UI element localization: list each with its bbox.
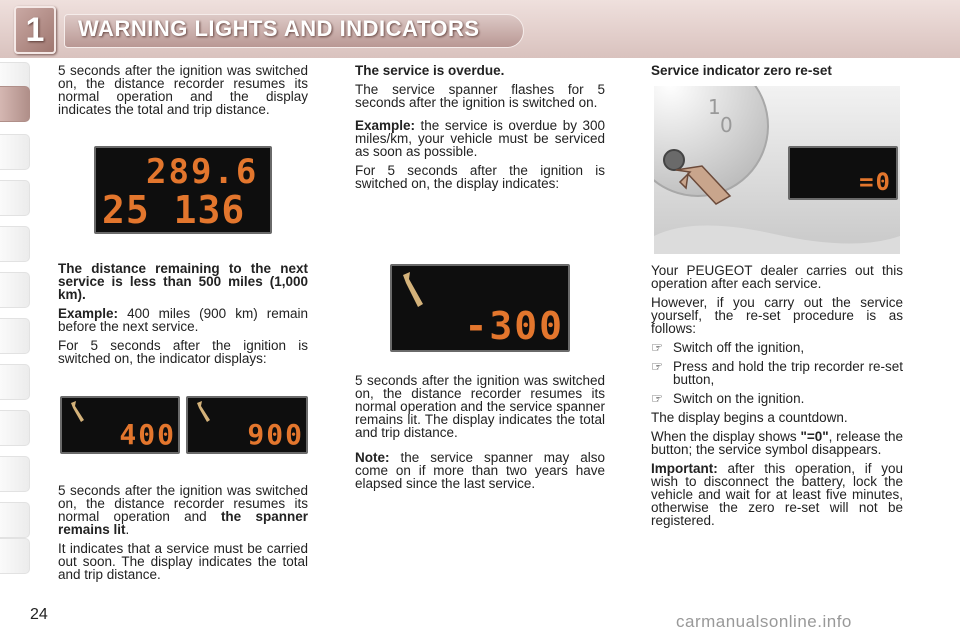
col1-last: It indicates that a service must be carried out soon. The display indicates the total and trip distance. xyxy=(58,541,308,582)
step-item xyxy=(651,360,903,386)
bullet-icon: ☞ xyxy=(651,340,664,355)
col1-example-label: Example: xyxy=(58,306,119,321)
col3-p4-bold: "=0" xyxy=(800,429,829,444)
col2-p3: 5 seconds after the ignition was switched on, the distance recorder resumes its normal operation and the service spanner remains lit. The display indicates the total and trip distance. xyxy=(355,373,605,440)
chapter-tab-active[interactable] xyxy=(0,86,30,122)
col1-para-bold: the spanner remains lit xyxy=(58,509,308,537)
chapter-tab[interactable] xyxy=(0,318,30,354)
svg-text:0: 0 xyxy=(720,113,733,137)
lcd-trip-value: 289.6 xyxy=(146,152,259,192)
col3-important-text: after this operation, if you wish to disconnect the battery, lock the vehicle and wait for at least five minutes, otherwise the zero re-set will not be registered. xyxy=(651,461,903,528)
chapter-tabs xyxy=(0,62,34,574)
col1-para-start: 5 seconds after the ignition was switched on, the distance recorder resumes its normal operation and xyxy=(58,483,308,524)
col2-heading: The service is overdue. xyxy=(355,63,505,78)
lcd-distance-display xyxy=(94,146,272,234)
col2-p2: For 5 seconds after the ignition is switched on, the display indicates: xyxy=(355,163,605,191)
chapter-tab[interactable] xyxy=(0,364,30,400)
reset-button-illustration xyxy=(654,86,900,254)
col3-p4-start: When the display shows xyxy=(651,429,801,444)
col3-p1: Your PEUGEOT dealer carries out this operation after each service. xyxy=(651,263,903,291)
step-text: Switch off the ignition, xyxy=(673,340,805,355)
chapter-tab[interactable] xyxy=(0,538,30,574)
page-number: 24 xyxy=(30,606,48,623)
col1-block3 xyxy=(58,484,308,587)
spanner-icon xyxy=(68,400,88,424)
lcd-900-value: 900 xyxy=(247,418,304,451)
lcd-900-display xyxy=(186,396,308,454)
chapter-badge xyxy=(14,6,56,54)
spanner-icon xyxy=(398,270,428,310)
bullet-icon: ☞ xyxy=(651,359,664,374)
svg-text:1: 1 xyxy=(708,95,721,119)
col1-block2 xyxy=(58,262,308,371)
col2-block2 xyxy=(355,374,605,496)
spanner-icon xyxy=(194,400,214,424)
chapter-number: 1 xyxy=(25,11,45,49)
lcd-total-value: 25 136 xyxy=(102,188,246,232)
col2-p1: The service spanner flashes for 5 seconds after the ignition is switched on. xyxy=(355,82,605,110)
chapter-tab[interactable] xyxy=(0,410,30,446)
lcd-overdue-display xyxy=(390,264,570,352)
step-text: Press and hold the trip recorder re-set button, xyxy=(673,359,903,387)
col2-example-text: the service is overdue by 300 miles/km, your vehicle must be serviced as soon as possible. xyxy=(355,118,605,159)
col3-body xyxy=(651,264,903,533)
col1-heading: The distance remaining to the next service is less than 500 miles (1,000 km). xyxy=(58,261,308,302)
bullet-icon: ☞ xyxy=(651,391,664,406)
col1-intro: 5 seconds after the ignition was switched on, the distance recorder resumes its normal operation and the display indicates the total and trip distance. xyxy=(58,63,308,117)
chapter-tab[interactable] xyxy=(0,180,30,216)
chapter-tab[interactable] xyxy=(0,272,30,308)
lcd-overdue-value: -300 xyxy=(464,304,564,348)
chapter-tab[interactable] xyxy=(0,226,30,262)
step-item xyxy=(651,392,903,405)
col2-note-label: Note: xyxy=(355,450,390,465)
chapter-tab[interactable] xyxy=(0,134,30,170)
col1-example-text: 400 miles (900 km) remain before the next service. xyxy=(58,306,308,334)
col3-important-label: Important: xyxy=(651,461,718,476)
chapter-tab[interactable] xyxy=(0,502,30,538)
col2-block1 xyxy=(355,64,605,196)
col2-example-label: Example: xyxy=(355,118,416,133)
page-title: WARNING LIGHTS AND INDICATORS xyxy=(78,16,480,41)
lcd-reset-display xyxy=(788,146,898,200)
col1-para-end: . xyxy=(125,522,130,537)
col2-note-text: the service spanner may also come on if more than two years have elapsed since the last service. xyxy=(355,450,605,491)
col3-p3: The display begins a countdown. xyxy=(651,410,848,425)
col3-heading-wrap xyxy=(651,64,903,83)
lcd-400-value: 400 xyxy=(119,418,176,451)
step-item xyxy=(651,341,903,354)
col3-heading: Service indicator zero re-set xyxy=(651,63,832,78)
chapter-tab[interactable] xyxy=(0,456,30,492)
col3-p2: However, if you carry out the service yourself, the re-set procedure is as follows: xyxy=(651,295,903,336)
col1-after: For 5 seconds after the ignition is switched on, the indicator displays: xyxy=(58,338,308,366)
watermark: carmanualsonline.info xyxy=(676,612,852,631)
step-text: Switch on the ignition. xyxy=(673,391,805,406)
lcd-400-display xyxy=(60,396,180,454)
col3-p4-end: , release the button; the service symbol disappears. xyxy=(651,429,904,457)
lcd-reset-value: =0 xyxy=(859,168,892,196)
